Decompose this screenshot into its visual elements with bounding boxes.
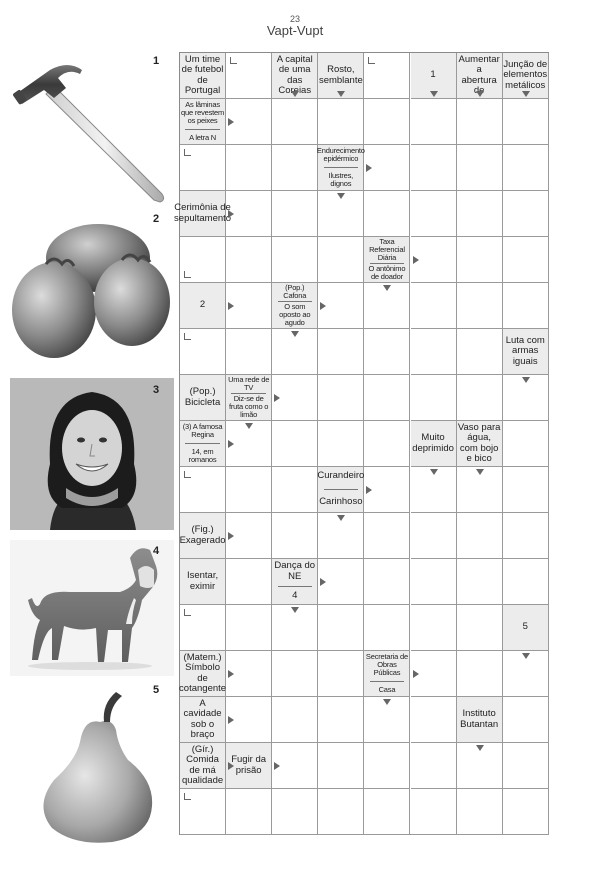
answer-cell[interactable] xyxy=(272,467,318,513)
clue-text: Casa xyxy=(378,684,396,694)
answer-cell[interactable] xyxy=(318,697,364,743)
arrow-right-icon xyxy=(366,486,372,494)
arrow-right-icon xyxy=(228,118,234,126)
puzzle-title: Vapt-Vupt xyxy=(266,23,324,38)
clue-text: Taxa Referencial Diária xyxy=(369,237,405,262)
arrow-bend-icon xyxy=(184,149,191,156)
answer-cell[interactable] xyxy=(364,513,410,559)
clue-cell xyxy=(364,237,410,283)
answer-cell[interactable] xyxy=(318,789,364,835)
arrow-right-icon xyxy=(413,256,419,264)
clue-text: Ilustres, dignos xyxy=(328,170,354,188)
answer-cell[interactable] xyxy=(226,605,272,651)
answer-cell[interactable] xyxy=(503,789,549,835)
clue-divider xyxy=(278,586,312,587)
clue-text: Diz-se de fruta como o limão xyxy=(228,394,269,419)
clue-text: O antônimo de doador xyxy=(368,264,406,281)
clue-text: Luta com armas iguais xyxy=(505,334,545,367)
arrow-bend-icon xyxy=(184,471,191,478)
clue-cell xyxy=(411,421,457,467)
answer-cell[interactable] xyxy=(457,559,503,605)
pear-photo xyxy=(12,688,172,844)
arrow-right-icon xyxy=(366,164,372,172)
hammer-photo xyxy=(10,56,170,206)
clue-text: 14, em romanos xyxy=(188,446,217,464)
answer-cell[interactable] xyxy=(503,237,549,283)
arrow-down-icon xyxy=(337,193,345,199)
picture-number-2: 2 xyxy=(153,213,160,225)
clue-text: Vaso para água, com bojo e bico xyxy=(457,421,501,464)
arrow-bend-icon xyxy=(184,793,191,800)
answer-cell[interactable] xyxy=(503,559,549,605)
answer-cell[interactable] xyxy=(318,329,364,375)
answer-cell[interactable] xyxy=(364,743,410,789)
clue-cell xyxy=(180,99,226,145)
arrow-right-icon xyxy=(228,302,234,310)
answer-cell[interactable] xyxy=(226,789,272,835)
answer-cell[interactable] xyxy=(457,375,503,421)
answer-cell[interactable] xyxy=(364,421,410,467)
arrow-down-icon xyxy=(337,91,345,97)
arrow-down-icon xyxy=(383,699,391,705)
clue-cell xyxy=(503,329,549,375)
answer-cell[interactable] xyxy=(503,145,549,191)
answer-cell[interactable] xyxy=(318,421,364,467)
clue-text: A cavidade sob o braço xyxy=(183,697,222,740)
clue-text: Isentar, eximir xyxy=(186,570,219,592)
clue-text: (Fig.) Exagerado xyxy=(179,524,226,546)
arrow-right-icon xyxy=(228,670,234,678)
answer-cell[interactable] xyxy=(411,145,457,191)
answer-cell[interactable] xyxy=(457,789,503,835)
answer-cell[interactable] xyxy=(272,99,318,145)
answer-cell[interactable] xyxy=(226,145,272,191)
clue-cell xyxy=(457,697,503,743)
clue-cell xyxy=(180,651,226,697)
clue-cell xyxy=(503,605,549,651)
clue-text: Curandeiro xyxy=(317,470,365,482)
clue-text: (3) A famosa Regina xyxy=(182,422,223,440)
arrow-down-icon xyxy=(522,653,530,659)
clue-text: Cerimônia de sepultamento xyxy=(174,202,232,224)
boxer-dog-photo xyxy=(10,540,174,676)
clue-divider xyxy=(324,489,358,490)
answer-cell[interactable] xyxy=(503,697,549,743)
clue-text: Dança do NE xyxy=(274,560,316,582)
clue-cell xyxy=(180,283,226,329)
arrow-down-icon xyxy=(245,423,253,429)
clue-cell xyxy=(364,651,410,697)
answer-cell[interactable] xyxy=(364,789,410,835)
answer-cell[interactable] xyxy=(457,513,503,559)
clue-text: Endurecimento epidérmico xyxy=(316,146,365,164)
clue-divider xyxy=(324,167,358,168)
answer-cell[interactable] xyxy=(272,145,318,191)
picture-number-3: 3 xyxy=(153,384,160,396)
clue-text: Um time de futebol de Portugal xyxy=(181,53,224,96)
clue-text: Aumentar a abertura de xyxy=(458,53,500,96)
clue-text: As lâminas que revestem os peixes xyxy=(181,100,225,126)
clue-text: Secretaria de Obras Públicas xyxy=(365,652,408,678)
clue-cell xyxy=(180,513,226,559)
clue-cell xyxy=(318,145,364,191)
clue-text: Uma rede de TV xyxy=(228,375,270,392)
clue-text: A capital de uma das Coreias xyxy=(276,53,313,96)
arrow-down-icon xyxy=(291,331,299,337)
answer-cell[interactable] xyxy=(411,697,457,743)
arrow-right-icon xyxy=(228,716,234,724)
answer-cell[interactable] xyxy=(364,375,410,421)
tomatoes-photo xyxy=(10,218,172,364)
answer-cell[interactable] xyxy=(457,237,503,283)
answer-cell[interactable] xyxy=(503,513,549,559)
arrow-down-icon xyxy=(291,607,299,613)
arrow-down-icon xyxy=(522,377,530,383)
page-header xyxy=(0,14,590,38)
answer-cell[interactable] xyxy=(503,283,549,329)
clue-cell xyxy=(318,467,364,513)
arrow-right-icon xyxy=(320,578,326,586)
answer-cell[interactable] xyxy=(457,651,503,697)
arrow-down-icon xyxy=(522,91,530,97)
answer-cell[interactable] xyxy=(226,467,272,513)
arrow-right-icon xyxy=(320,302,326,310)
clue-cell xyxy=(174,191,232,237)
arrow-down-icon xyxy=(476,745,484,751)
answer-cell[interactable] xyxy=(272,651,318,697)
clue-text: 5 xyxy=(522,621,528,633)
arrow-right-icon xyxy=(228,440,234,448)
answer-cell[interactable] xyxy=(411,191,457,237)
clue-cell xyxy=(180,559,226,605)
arrow-down-icon xyxy=(337,515,345,521)
clue-text: (Pop.) Cafona xyxy=(283,283,307,300)
arrow-right-icon xyxy=(274,394,280,402)
answer-cell[interactable] xyxy=(272,191,318,237)
clue-text: O som oposto ao agudo xyxy=(279,302,311,327)
answer-cell[interactable] xyxy=(272,237,318,283)
arrow-down-icon xyxy=(291,91,299,97)
page-number: 23 xyxy=(289,14,300,24)
answer-cell[interactable] xyxy=(364,559,410,605)
clue-text: (Pop.) Bicicleta xyxy=(184,386,221,408)
clue-text: Junção de elementos metálicos xyxy=(503,58,548,91)
crossword-grid xyxy=(174,52,549,835)
answer-cell[interactable] xyxy=(411,605,457,651)
arrow-down-icon xyxy=(476,91,484,97)
arrow-down-icon xyxy=(430,469,438,475)
answer-cell[interactable] xyxy=(318,237,364,283)
answer-cell[interactable] xyxy=(503,421,549,467)
arrow-down-icon xyxy=(476,469,484,475)
arrow-down-icon xyxy=(383,285,391,291)
answer-cell[interactable] xyxy=(503,191,549,237)
answer-cell[interactable] xyxy=(272,421,318,467)
arrow-bend-icon xyxy=(184,271,191,278)
answer-cell[interactable] xyxy=(503,99,549,145)
answer-cell[interactable] xyxy=(457,329,503,375)
answer-cell[interactable] xyxy=(226,237,272,283)
answer-cell[interactable] xyxy=(411,99,457,145)
answer-cell[interactable] xyxy=(226,329,272,375)
answer-cell[interactable] xyxy=(411,789,457,835)
arrow-bend-icon xyxy=(184,333,191,340)
clue-divider xyxy=(185,129,219,130)
answer-cell[interactable] xyxy=(411,375,457,421)
answer-cell[interactable] xyxy=(411,559,457,605)
clue-cell xyxy=(457,421,503,467)
clue-text: (Matem.) Símbolo de cotangente xyxy=(179,651,227,694)
arrow-down-icon xyxy=(430,91,438,97)
answer-cell[interactable] xyxy=(318,99,364,145)
clue-text: 4 xyxy=(292,590,298,602)
clue-divider xyxy=(185,443,219,444)
answer-cell[interactable] xyxy=(457,99,503,145)
answer-cell[interactable] xyxy=(411,329,457,375)
clue-cell xyxy=(180,53,226,99)
clue-cell xyxy=(272,559,318,605)
answer-cell[interactable] xyxy=(457,283,503,329)
answer-cell[interactable] xyxy=(503,467,549,513)
answer-cell[interactable] xyxy=(226,559,272,605)
answer-cell[interactable] xyxy=(318,651,364,697)
arrow-right-icon xyxy=(228,762,234,770)
picture-number-5: 5 xyxy=(153,684,160,696)
clue-text: Rosto, semblante xyxy=(318,64,363,86)
answer-cell[interactable] xyxy=(318,375,364,421)
picture-number-1: 1 xyxy=(153,55,160,67)
clue-text: Fugir da prisão xyxy=(231,754,267,776)
arrow-right-icon xyxy=(274,762,280,770)
answer-cell[interactable] xyxy=(457,191,503,237)
clue-cell xyxy=(180,421,226,467)
clue-cell xyxy=(180,697,226,743)
arrow-right-icon xyxy=(228,210,234,218)
answer-cell[interactable] xyxy=(318,605,364,651)
clue-text: 2 xyxy=(199,299,206,311)
clue-text: Muito deprimido xyxy=(412,432,454,454)
answer-cell[interactable] xyxy=(364,191,410,237)
clue-divider xyxy=(370,681,404,682)
answer-cell[interactable] xyxy=(457,145,503,191)
clue-cell xyxy=(180,743,226,789)
answer-cell[interactable] xyxy=(503,743,549,789)
woman-portrait-photo xyxy=(10,378,174,530)
arrow-bend-icon xyxy=(184,609,191,616)
answer-cell[interactable] xyxy=(272,513,318,559)
arrow-bend-icon xyxy=(368,57,375,64)
clue-text: (Gír.) Comida de má qualidade xyxy=(181,743,224,786)
answer-cell[interactable] xyxy=(272,697,318,743)
answer-cell[interactable] xyxy=(272,789,318,835)
arrow-right-icon xyxy=(413,670,419,678)
answer-cell[interactable] xyxy=(364,329,410,375)
answer-cell[interactable] xyxy=(318,743,364,789)
answer-cell[interactable] xyxy=(411,513,457,559)
clue-cell xyxy=(180,375,226,421)
answer-cell[interactable] xyxy=(457,605,503,651)
clue-text: Instituto Butantan xyxy=(460,708,499,730)
clue-cell xyxy=(272,283,318,329)
arrow-bend-icon xyxy=(230,57,237,64)
clue-text: A letra N xyxy=(189,132,217,142)
arrow-right-icon xyxy=(228,532,234,540)
clue-text: 1 xyxy=(430,69,436,81)
clue-cell xyxy=(226,375,272,421)
picture-number-4: 4 xyxy=(153,545,160,557)
answer-cell[interactable] xyxy=(411,743,457,789)
answer-cell[interactable] xyxy=(364,605,410,651)
clue-text: Carinhoso xyxy=(319,496,363,508)
answer-cell[interactable] xyxy=(411,283,457,329)
answer-cell[interactable] xyxy=(364,99,410,145)
